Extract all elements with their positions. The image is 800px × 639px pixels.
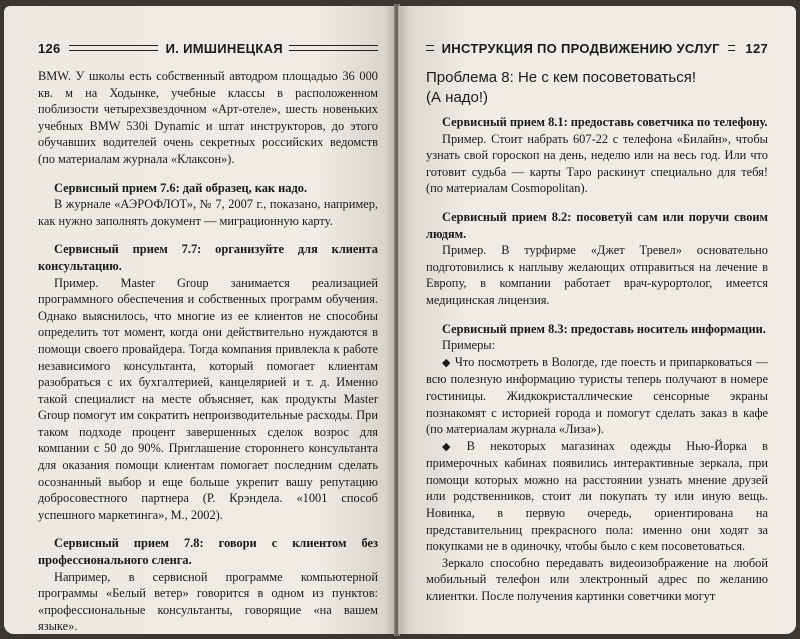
left-page: [4, 6, 396, 634]
right-page: [398, 6, 796, 634]
body-paragraph: Пример. Master Group занимается реализацией программного обеспечения и собственных программ обучения. Однако выяснилось, что многие из ее клиентов не способны определить тот момент, когда они действительно нуждаются в помощи своего провайдера. Тогда компания привлекла к работе независимого консультанта, который помогает клиентам разобраться с их бухгалтерией, канцелярией и т. д. Именно такой специалист на месте объясняет, как продукты Master Group помогут им сократить непроизводительные расходы. При таком подходе процент завершенных сделок возрос для компании с 50 до 90%. Приглашение стороннего консультанта для оказания помощи клиентам помогает последним сделать осознанный выбор и еще больше укрепит вашу репутацию добросовестного партнера (Р. Крэндела. «1001 способ успешного маркетинга», М., 2002).: [38, 275, 378, 522]
technique-heading: Сервисный прием 8.1: предоставь советчика по телефону.: [442, 115, 768, 129]
bullet-item: [426, 354, 768, 438]
right-page-body: [426, 114, 768, 605]
header-rule: [289, 45, 378, 51]
body-paragraph: BMW. У школы есть собственный автодром площадью 36 000 кв. м на Ходынке, учебные классы в расположенном поблизости четырехзвездочном «Арт-отеле», шесть новеньких учебных BMW 530i Dynamic и штат инструкторов, до этого обучавших водителей очень секретных российских ведомств (по материалам журнала «Клаксон»).: [38, 69, 378, 166]
body-paragraph: Например, в сервисной программе компьютерной программы «Белый ветер» говорится в одном из пунктов: «профессиональные консультанты, говорящие «на вашем языке».: [38, 569, 378, 634]
technique-heading: Сервисный прием 7.7: организуйте для клиента консультацию.: [38, 242, 378, 273]
header-rule: [426, 45, 434, 51]
author-name: И. ИМШИНЕЦКАЯ: [165, 40, 283, 56]
body-paragraph: Примеры:: [442, 338, 496, 353]
diamond-bullet-icon: ◆: [442, 439, 463, 453]
diamond-bullet-icon: ◆: [442, 355, 451, 369]
body-paragraph: В журнале «АЭРОФЛОТ», № 7, 2007 г., показано, например, как нужно заполнять документ — миграционную карту.: [38, 197, 378, 228]
left-page-body: [38, 68, 378, 634]
bullet-text: Что посмотреть в Вологде, где поесть и припарковаться — всю полезную информацию туристы теперь получают в номере гостиницы. Жидкокристаллические сенсорные экраны познакомят с историей города и помогут сделать заказ в кафе (по материалам журнала «Лиза»).: [426, 354, 768, 437]
problem-heading-line1: Проблема 8: Не с кем посоветоваться!: [426, 69, 696, 86]
technique-heading: Сервисный прием 7.8: говори с клиентом без профессионального сленга.: [38, 536, 378, 568]
body-paragraph: Пример. Стоит набрать 607-22 с телефона «Билайн», чтобы узнать свой гороскоп на день, неделю или на весь год. Или что готовит судьба — карты Таро раскинут специально для тебя! (по материалам Cosmopolitan).: [426, 131, 768, 196]
problem-heading-line2: (А надо!): [426, 89, 489, 106]
technique-heading: Сервисный прием 8.3: предоставь носитель информации.: [442, 321, 766, 336]
right-page-number: 127: [745, 40, 769, 56]
right-running-head: [426, 38, 768, 58]
body-paragraph: Пример. В турфирме «Джет Тревел» основательно подготовились к наплыву желающих отправиться на лечение в Европу, в компании работает врач-курортолог, имеется медицинская лицензия.: [426, 243, 768, 307]
bullet-item: [426, 438, 768, 555]
technique-heading: Сервисный прием 7.6: дай образец, как надо.: [54, 180, 308, 195]
technique-heading: Сервисный прием 8.2: посоветуй сам или поручи своим людям.: [426, 209, 768, 241]
section-title: ИНСТРУКЦИЯ ПО ПРОДВИЖЕНИЮ УСЛУГ: [441, 40, 720, 56]
left-page-number: 126: [38, 40, 61, 56]
header-rule: [69, 45, 158, 51]
problem-heading: [426, 68, 768, 108]
bullet-text: В некоторых магазинах одежды Нью-Йорка в примерочных кабинах появились интерактивные зеркала, при помощи которых можно на расстоянии узнать мнение друзей или родственников, стоит ли покупать ту или иную вещь. Новинка, в первую очередь, ориентирована на представительниц прекрасного пола: именно они ходят за покупками не в одиночку, чтобы было с кем посоветоваться.: [426, 438, 768, 554]
header-rule: [728, 45, 736, 51]
body-paragraph: Зеркало способно передавать видеоизображение на любой мобильный телефон или электронный адрес по желанию клиентки. После получения картинки советчики могут: [426, 555, 768, 604]
left-running-head: [38, 38, 378, 58]
